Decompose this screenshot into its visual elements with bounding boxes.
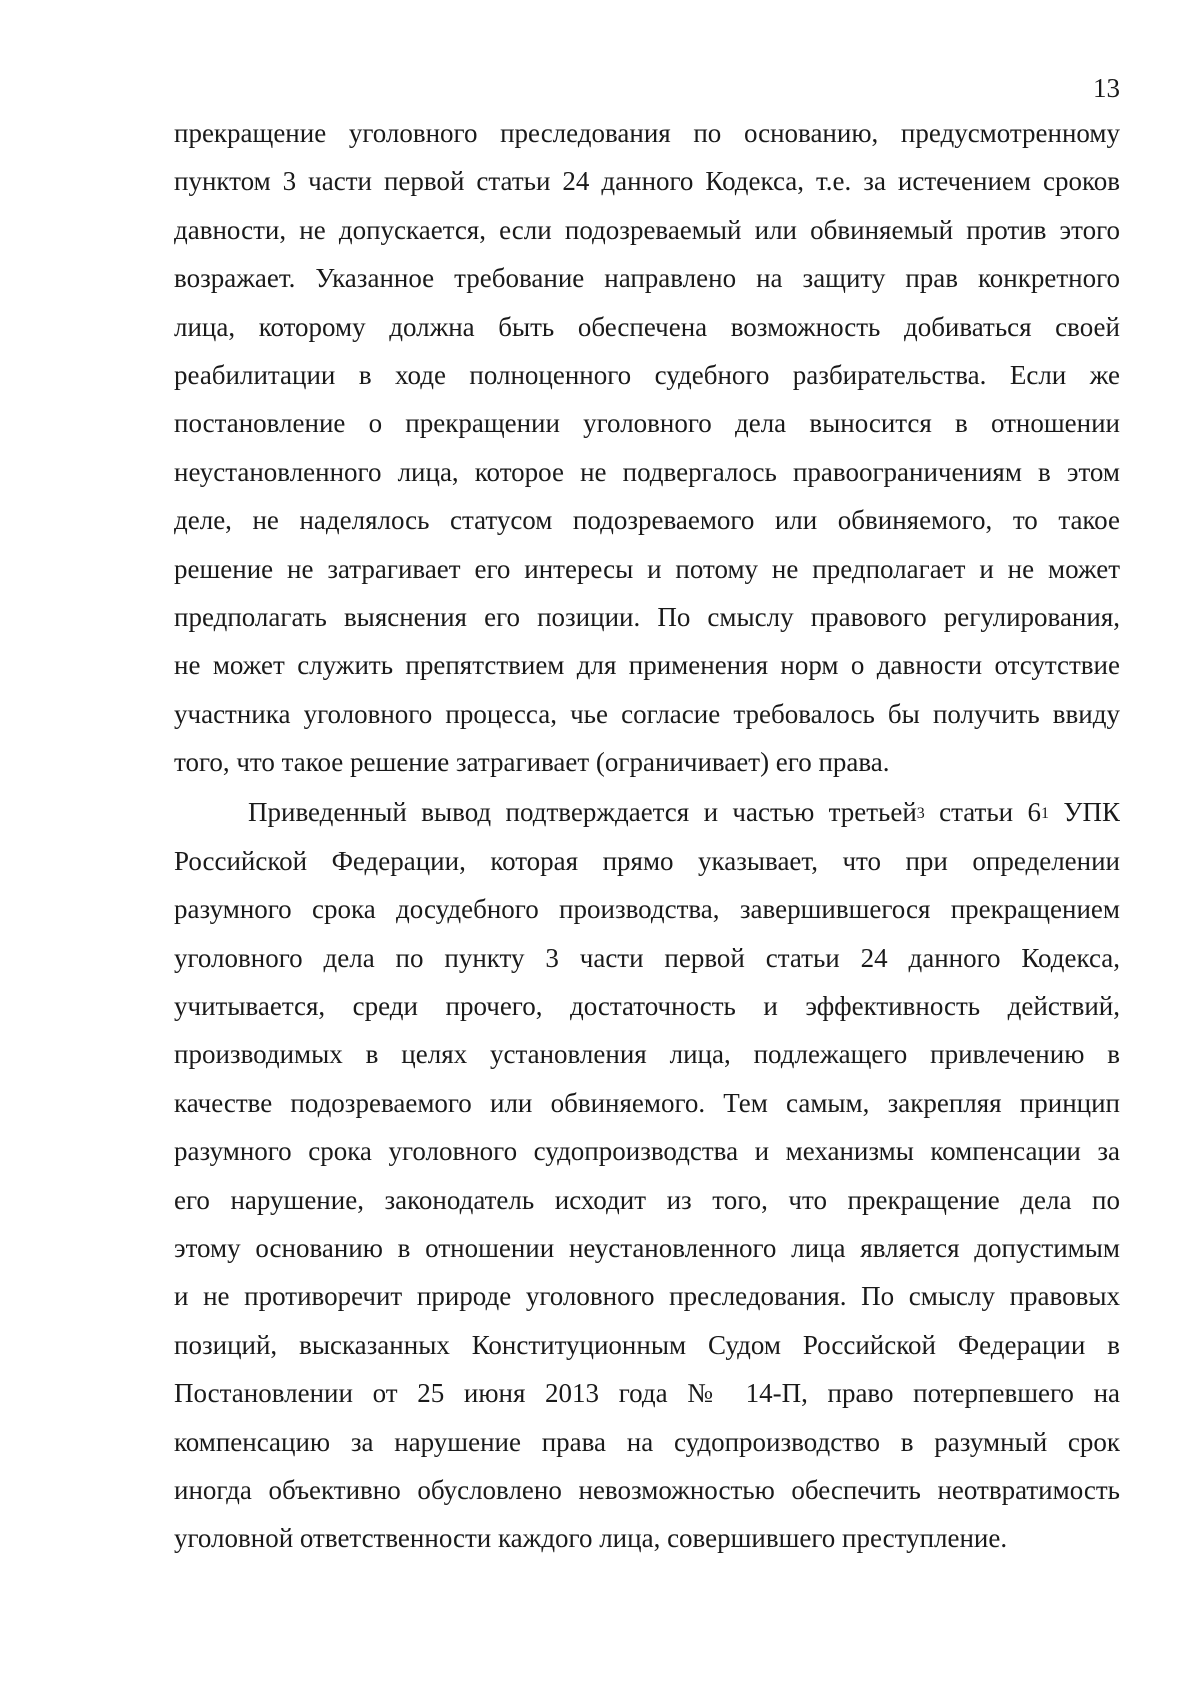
text-line: учитывается, среди прочего, достаточность и эффективность действий,	[174, 991, 1120, 1022]
text-line: позиций, высказанных Конституционным Судом Российской Федерации в	[174, 1329, 1120, 1360]
text-line: решение не затрагивает его интересы и потому не предполагает и не может	[174, 553, 1120, 584]
text-line: того, что такое решение затрагивает (ограничивает) его права.	[174, 747, 890, 778]
text-line: разумного срока досудебного производства, завершившегося прекращением	[174, 894, 1120, 925]
page-number: 13	[1093, 73, 1120, 103]
text-line: реабилитации в ходе полноценного судебного разбирательства. Если же	[174, 359, 1120, 390]
text-line: деле, не наделялось статусом подозреваемого или обвиняемого, то такое	[174, 505, 1120, 536]
text-line: этому основанию в отношении неустановленного лица является допустимым	[174, 1232, 1120, 1263]
text-line: уголовного дела по пункту 3 части первой статьи 24 данного Кодекса,	[174, 942, 1120, 973]
text-line: постановление о прекращении уголовного дела выносится в отношении	[174, 408, 1120, 439]
text-line: прекращение уголовного преследования по основанию, предусмотренному	[174, 118, 1120, 148]
body-text	[174, 109, 1120, 1563]
text-fragment: УПК	[1049, 797, 1120, 828]
article-superscript: 1	[1041, 805, 1049, 823]
text-line: участника уголовного процесса, чье согласие требовалось бы получить ввиду	[174, 698, 1120, 729]
text-line: пунктом 3 части первой статьи 24 данного Кодекса, т.е. за истечением сроков	[174, 166, 1120, 197]
text-line: его нарушение, законодатель исходит из того, что прекращение дела по	[174, 1184, 1120, 1215]
text-line: лица, которому должна быть обеспечена возможность добиваться своей	[174, 311, 1120, 342]
footnote-superscript: 3	[916, 805, 925, 823]
text-line: и не противоречит природе уголовного преследования. По смыслу правовых	[174, 1281, 1120, 1312]
text-line: Постановлении от 25 июня 2013 года № 14-П, право потерпевшего на	[174, 1378, 1120, 1409]
text-line: не может служить препятствием для применения норм о давности отсутствие	[174, 650, 1120, 681]
text-line: предполагать выяснения его позиции. По смыслу правового регулирования,	[174, 601, 1120, 632]
text-line: разумного срока уголовного судопроизводства и механизмы компенсации за	[174, 1136, 1120, 1167]
text-line: компенсацию за нарушение права на судопроизводство в разумный срок	[174, 1426, 1120, 1457]
text-line: качестве подозреваемого или обвиняемого. Тем самым, закрепляя принцип	[174, 1087, 1120, 1118]
text-line: неустановленного лица, которое не подвергалось правоограничениям в этом	[174, 456, 1120, 487]
text-line-first	[174, 788, 1120, 836]
text-line: уголовной ответственности каждого лица, совершившего преступление.	[174, 1523, 1008, 1554]
paragraph-2	[174, 788, 1120, 1562]
text-line: возражает. Указанное требование направлено на защиту прав конкретного	[174, 263, 1120, 294]
text-fragment: Приведенный вывод подтверждается и частью третьей	[248, 797, 917, 828]
text-line: Российской Федерации, которая прямо указывает, что при определении	[174, 845, 1120, 876]
text-fragment: статьи 6	[924, 797, 1041, 828]
paragraph-1	[174, 109, 1120, 786]
text-line: производимых в целях установления лица, подлежащего привлечению в	[174, 1039, 1120, 1070]
text-line: давности, не допускается, если подозреваемый или обвиняемый против этого	[174, 214, 1120, 245]
text-line: иногда объективно обусловлено невозможностью обеспечить неотвратимость	[174, 1474, 1120, 1505]
